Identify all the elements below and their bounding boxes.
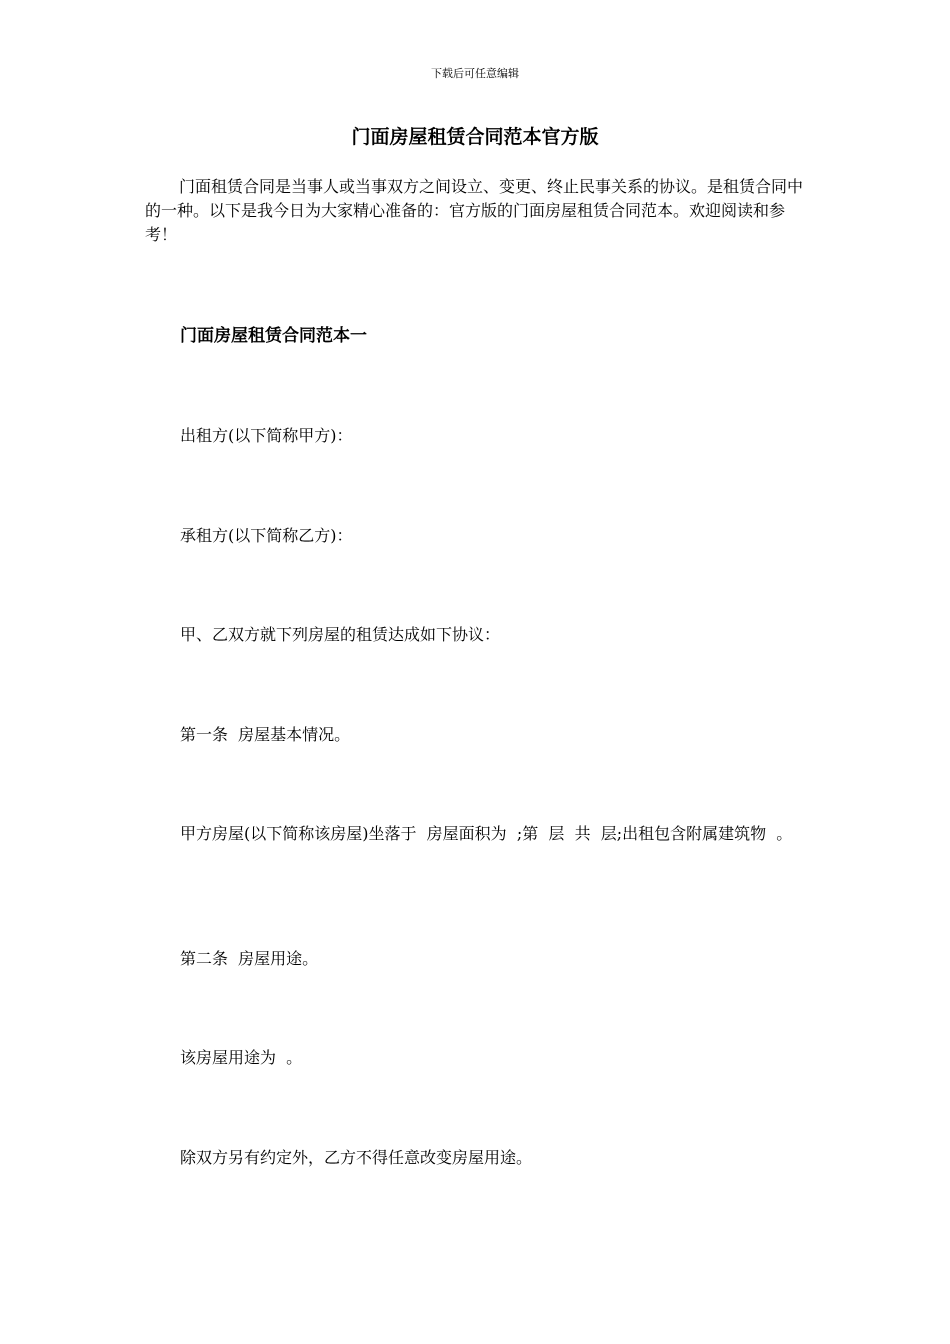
paragraph-article-two: 第二条 房屋用途。 [180, 949, 319, 968]
intro-paragraph: 门面租赁合同是当事人或当事双方之间设立、变更、终止民事关系的协议。是租赁合同中的一种。以下是我今日为大家精心准备的：官方版的门面房屋租赁合同范本。欢迎阅读和参考！ [145, 177, 804, 244]
paragraph-lessor: 出租方(以下简称甲方)： [180, 426, 353, 445]
paragraph-agreement: 甲、乙双方就下列房屋的租赁达成如下协议： [180, 625, 501, 644]
paragraph-article-one: 第一条 房屋基本情况。 [180, 725, 351, 744]
header-note: 下载后可任意编辑 [431, 67, 519, 80]
paragraph-lessee: 承租方(以下简称乙方)： [180, 526, 353, 545]
document-title: 门面房屋租赁合同范本官方版 [351, 126, 599, 148]
paragraph-usage: 该房屋用途为 。 [180, 1048, 303, 1067]
paragraph-usage-restriction: 除双方另有约定外，乙方不得任意改变房屋用途。 [180, 1148, 533, 1167]
section-heading: 门面房屋租赁合同范本一 [180, 326, 367, 346]
paragraph-house-details: 甲方房屋(以下简称该房屋)坐落于 房屋面积为 ;第 层 共 层;出租包含附属建筑物 。 [180, 824, 793, 843]
